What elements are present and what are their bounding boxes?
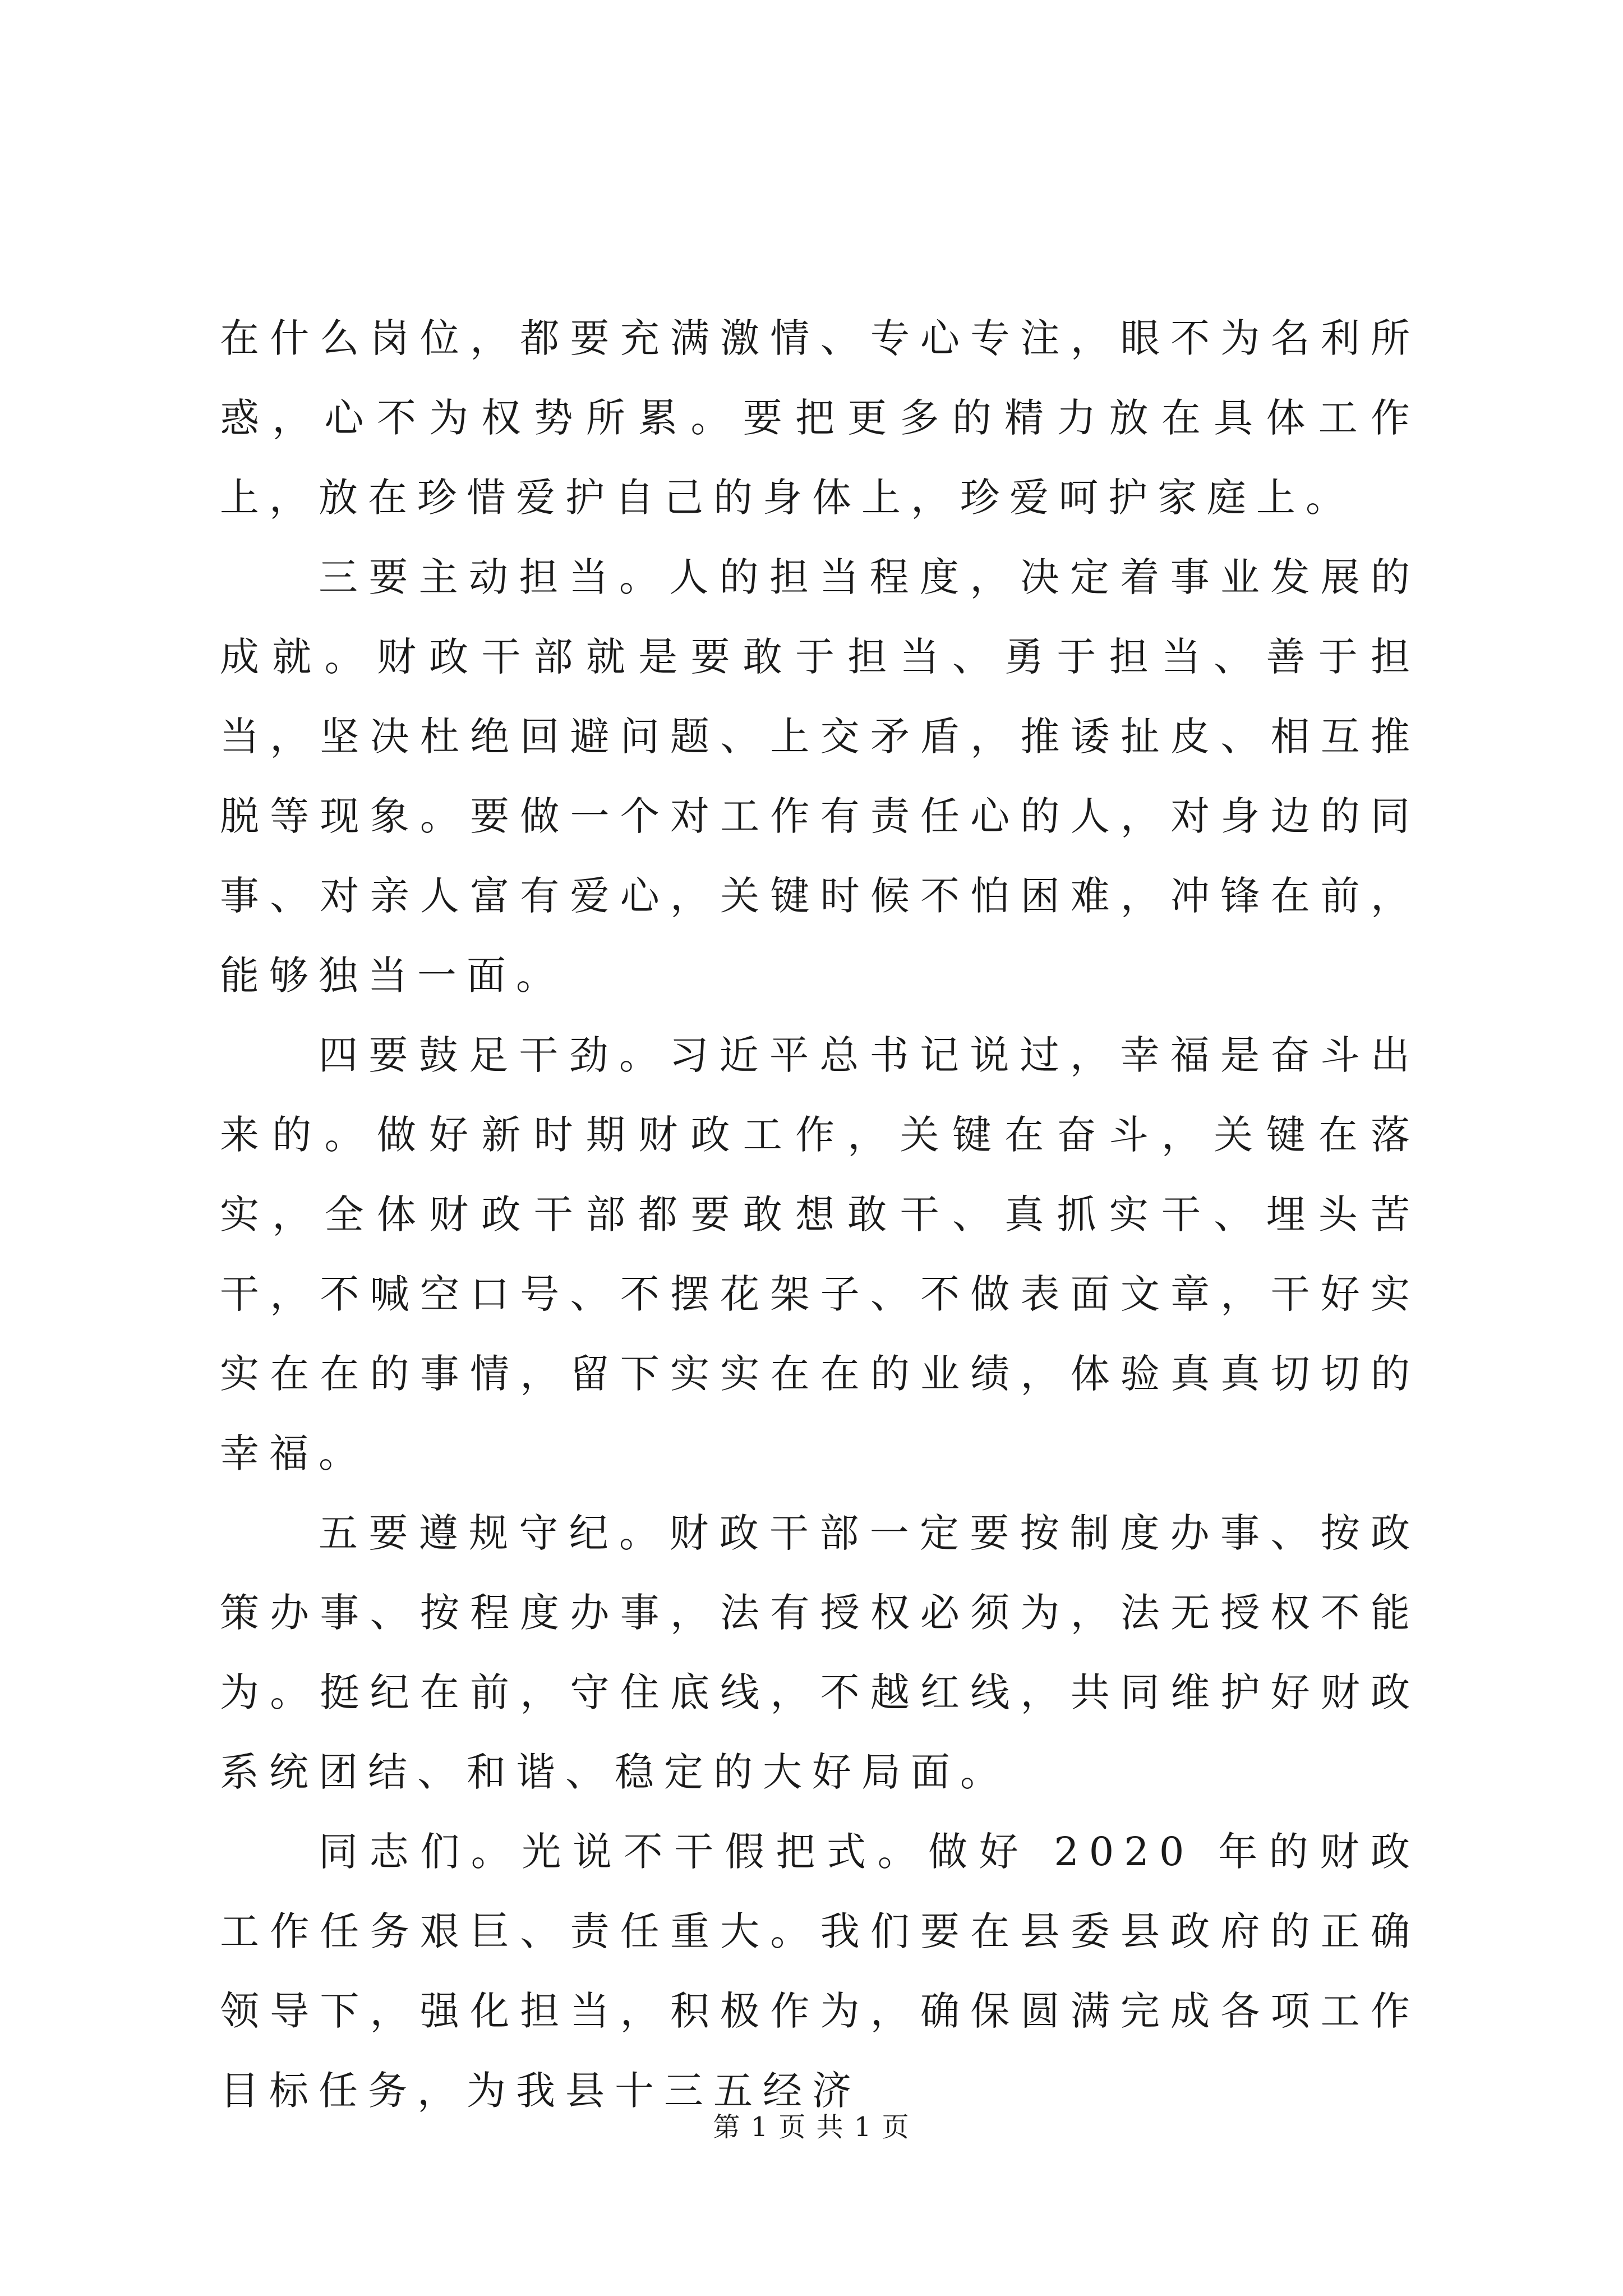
paragraph-three-responsibility: 三要主动担当。人的担当程度，决定着事业发展的成就。财政干部就是要敢于担当、勇于担当、善于担当，坚决杜绝回避问题、上交矛盾，推诿扯皮、相互推脱等现象。要做一个对工作有责任心的人，对身边的同事、对亲人富有爱心，关键时候不怕困难，冲锋在前，能够独当一面。 <box>220 554 1420 999</box>
paragraph-five-discipline: 五要遵规守纪。财政干部一定要按制度办事、按政策办事、按程度办事，法有授权必须为，法无授权不能为。挺纪在前，守住底线，不越红线，共同维护好财政系统团结、和谐、稳定的大好局面。 <box>220 1510 1420 1795</box>
paragraph-closing: 同志们。光说不干假把式。做好 2020 年的财政工作任务艰巨、责任重大。我们要在县委县政府的正确领导下，强化担当，积极作为，确保圆满完成各项工作目标任务，为我县十三五经济 <box>220 1829 1420 2114</box>
paragraph-continuation: 在什么岗位，都要充满激情、专心专注，眼不为名利所惑，心不为权势所累。要把更多的精力放在具体工作上，放在珍惜爱护自己的身体上，珍爱呵护家庭上。 <box>220 315 1420 521</box>
paragraph-four-effort: 四要鼓足干劲。习近平总书记说过，幸福是奋斗出来的。做好新时期财政工作，关键在奋斗，关键在落实，全体财政干部都要敢想敢干、真抓实干、埋头苦干，不喊空口号、不摆花架子、不做表面文章，干好实实在在的事情，留下实实在在的业绩，体验真真切切的幸福。 <box>220 1032 1420 1476</box>
page-footer: 第 1 页 共 1 页 <box>713 2111 910 2143</box>
document-body <box>220 298 1420 2131</box>
